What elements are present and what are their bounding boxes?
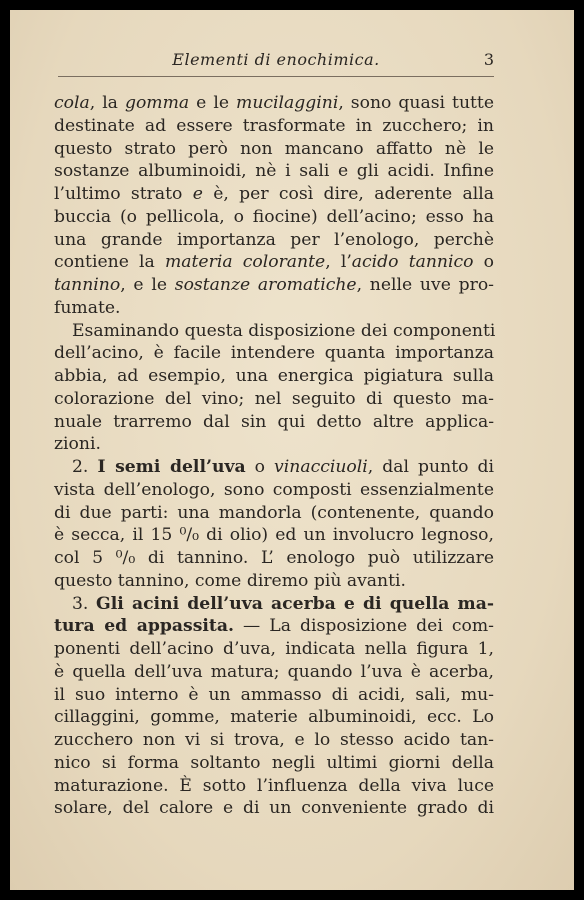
bold-text: Gli acini dell’uva acerba e di quella ma- (96, 593, 494, 614)
text-run: è, per così dire, aderente alla (202, 184, 494, 204)
text-line (54, 342, 494, 365)
text-line (54, 297, 494, 320)
italic-text: mucilaggini (236, 93, 339, 113)
bold-text: tura ed appassita. (54, 616, 234, 637)
text-run: questo tannino, come diremo più avanti. (54, 570, 406, 591)
text-run: sostanze albuminoidi, nè i sali e gli acidi. Infine (54, 161, 494, 182)
text-run: , e le (120, 275, 175, 295)
text-line (54, 274, 494, 297)
text-run: o (245, 457, 275, 477)
text-line (54, 388, 494, 411)
text-line (54, 206, 494, 229)
text-line (54, 706, 494, 729)
text-line (54, 570, 494, 593)
text-run: è secca, il 15 ⁰/₀ di olio) ed un involucro legnoso, (54, 525, 494, 546)
bold-text: I semi dell’uva (97, 457, 246, 477)
text-line (54, 138, 494, 161)
text-run: buccia (o pellicola, o fiocine) dell’acino; esso ha (54, 206, 494, 227)
text-line (54, 92, 494, 115)
text-run: questo strato però non mancano affatto nè le (54, 138, 494, 159)
book-page (10, 10, 574, 890)
text-line (54, 797, 494, 820)
italic-text: cola (54, 93, 90, 113)
text-run: di due parti: una mandorla (contenente, quando (54, 502, 494, 523)
text-run: contiene la (54, 252, 165, 273)
text-run: o (473, 252, 495, 273)
text-run: fumate. (54, 297, 121, 318)
text-run: , l’ (325, 252, 352, 273)
text-run: , nelle uve pro- (356, 275, 494, 295)
running-head: Elementi di enochimica. (172, 50, 380, 69)
text-run: , la (89, 93, 125, 113)
italic-text: tannino (54, 275, 121, 295)
text-run: è quella dell’uva matura; quando l’uva è acerba, (54, 661, 494, 682)
italic-text: vinacciuoli (274, 457, 368, 477)
text-run: 3. (72, 593, 97, 614)
text-run: , dal punto di (367, 457, 494, 477)
text-line (54, 479, 494, 502)
text-line (54, 411, 494, 434)
text-run: vista dell’enologo, sono composti essenzialmente (54, 479, 494, 500)
text-line (54, 729, 494, 752)
text-run: solare, del calore e di un conveniente grado di (54, 798, 494, 819)
text-run: — La disposizione dei com- (233, 616, 494, 637)
text-line (54, 547, 494, 570)
italic-text: e (192, 184, 203, 204)
text-run: col 5 ⁰/₀ di tannino. L’ enologo può utilizzare (54, 548, 494, 568)
text-run: e le (189, 93, 237, 113)
text-line (54, 775, 494, 798)
text-run: abbia, ad esempio, una energica pigiatura sulla (54, 366, 494, 386)
page-number: 3 (483, 50, 494, 69)
italic-text: acido tannico (351, 252, 474, 273)
text-line (54, 502, 494, 525)
text-run: una grande importanza per l’enologo, perchè (54, 229, 494, 250)
text-run: colorazione del vino; nel seguito di questo ma- (54, 388, 494, 409)
text-line (54, 160, 494, 183)
text-line (54, 320, 494, 343)
text-line (54, 251, 494, 274)
text-run: nico si forma soltanto negli ultimi giorni della (54, 752, 494, 773)
italic-text: materia colorante (164, 252, 326, 273)
text-line (54, 365, 494, 388)
text-run: destinate ad essere trasformate in zucchero; in (54, 115, 494, 136)
text-line (54, 456, 494, 479)
text-line (54, 638, 494, 661)
text-run: l’ultimo strato (54, 184, 193, 204)
text-line (54, 752, 494, 775)
italic-text: gomma (124, 93, 190, 113)
text-line (54, 229, 494, 252)
text-run: dell’acino, è facile intendere quanta importanza (54, 343, 494, 364)
text-run: il suo interno è un ammasso di acidi, sali, mu- (54, 684, 494, 705)
text-line (54, 661, 494, 684)
text-line (54, 183, 494, 206)
text-run: ponenti dell’acino d’uva, indicata nella figura 1, (54, 639, 494, 659)
text-run: nuale trarremo dal sin qui detto altre applica- (54, 411, 494, 432)
italic-text: sostanze aromatiche (174, 275, 357, 295)
body-text (54, 92, 494, 820)
text-line (54, 115, 494, 138)
text-line (54, 433, 494, 456)
text-run: maturazione. È sotto l’influenza della viva luce (54, 775, 494, 796)
text-line (54, 524, 494, 547)
text-run: 2. (72, 457, 98, 477)
text-run: zucchero non vi si trova, e lo stesso acido tan- (54, 730, 494, 750)
text-run: Esaminando questa disposizione dei componenti (72, 320, 496, 341)
text-run: zioni. (54, 434, 101, 455)
text-run: cillaggini, gomme, materie albuminoidi, ecc. Lo (54, 707, 494, 728)
page-header (58, 50, 494, 77)
text-line (54, 593, 494, 616)
text-line (54, 615, 494, 638)
text-run: , sono quasi tutte (338, 93, 494, 113)
text-line (54, 684, 494, 707)
